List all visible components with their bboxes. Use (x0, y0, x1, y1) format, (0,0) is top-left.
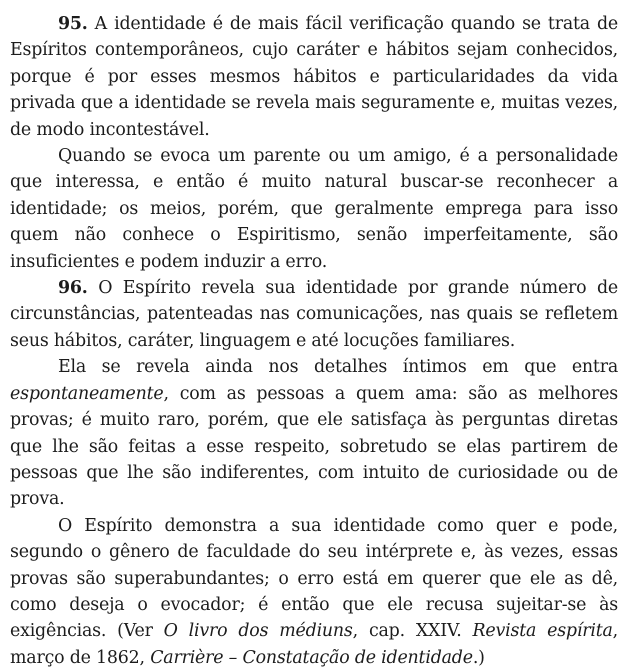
paragraph-95-text: A identidade é de mais fácil verificação quando se trata de Espíritos contemporâneos, cujo caráter e hábitos sejam conhecidos, porque é por esses mesmos hábitos e particularidades da vida privada que a identidade se revela mais seguramente e, muitas vezes, de modo incontestável. (10, 14, 618, 140)
paragraph-95-continuation (10, 143, 618, 275)
paragraph-95-continuation-text: Quando se evoca um parente ou um amigo, é a personalidade que interessa, e então é muito natural buscar-se reconhecer a identidade; os meios, porém, que geralmente emprega para isso quem não conhece o Espiritismo, senão imperfeitamente, são insuficientes e podem induzir a erro. (10, 146, 618, 272)
journal-title-revista-espirita: Revista espírita (472, 621, 613, 642)
article-title: Carrière – Constatação de identidade (150, 647, 473, 668)
paragraph-96-continuation (10, 354, 618, 512)
closing-text: .) (472, 647, 485, 668)
item-number-95: 95. (58, 14, 88, 34)
chapter-reference: , cap. XXIV. (352, 621, 473, 642)
book-title-livro-dos-mediuns: O livro dos médiuns (163, 621, 353, 642)
italic-espontaneamente: espontaneamente (10, 383, 164, 404)
paragraph-96-text: O Espírito revela sua identidade por grande número de circunstâncias, patenteadas nas comunicações, nas quais se refletem seus hábitos, caráter, linguagem e até locuções familiares. (10, 278, 618, 351)
paragraph-96 (10, 275, 618, 354)
date-reference: , março de 1862, (10, 621, 618, 668)
paragraph-96-final-text-before: O Espírito demonstra a sua identidade como quer e pode, segundo o gênero de faculdade do seu intérprete e, às vezes, essas provas são superabundantes; o erro está em querer que ele as dê, como deseja o evocador; é então que ele recusa sujeitar-se às exigências. (Ver (10, 515, 618, 642)
paragraph-95 (10, 11, 618, 143)
paragraph-96-continuation-text-after: , com as pessoas a quem ama: são as melhores provas; é muito raro, porém, que ele satisfaça às perguntas diretas que lhe são feitas a esse respeito, sobretudo se elas partirem de pessoas que lhe são indiferentes, com intuito de curiosidade ou de prova. (10, 383, 618, 510)
paragraph-96-continuation-text-before: Ela se revela ainda nos detalhes íntimos em que entra (58, 357, 618, 378)
paragraph-96-final (10, 513, 618, 671)
item-number-96: 96. (58, 278, 88, 299)
